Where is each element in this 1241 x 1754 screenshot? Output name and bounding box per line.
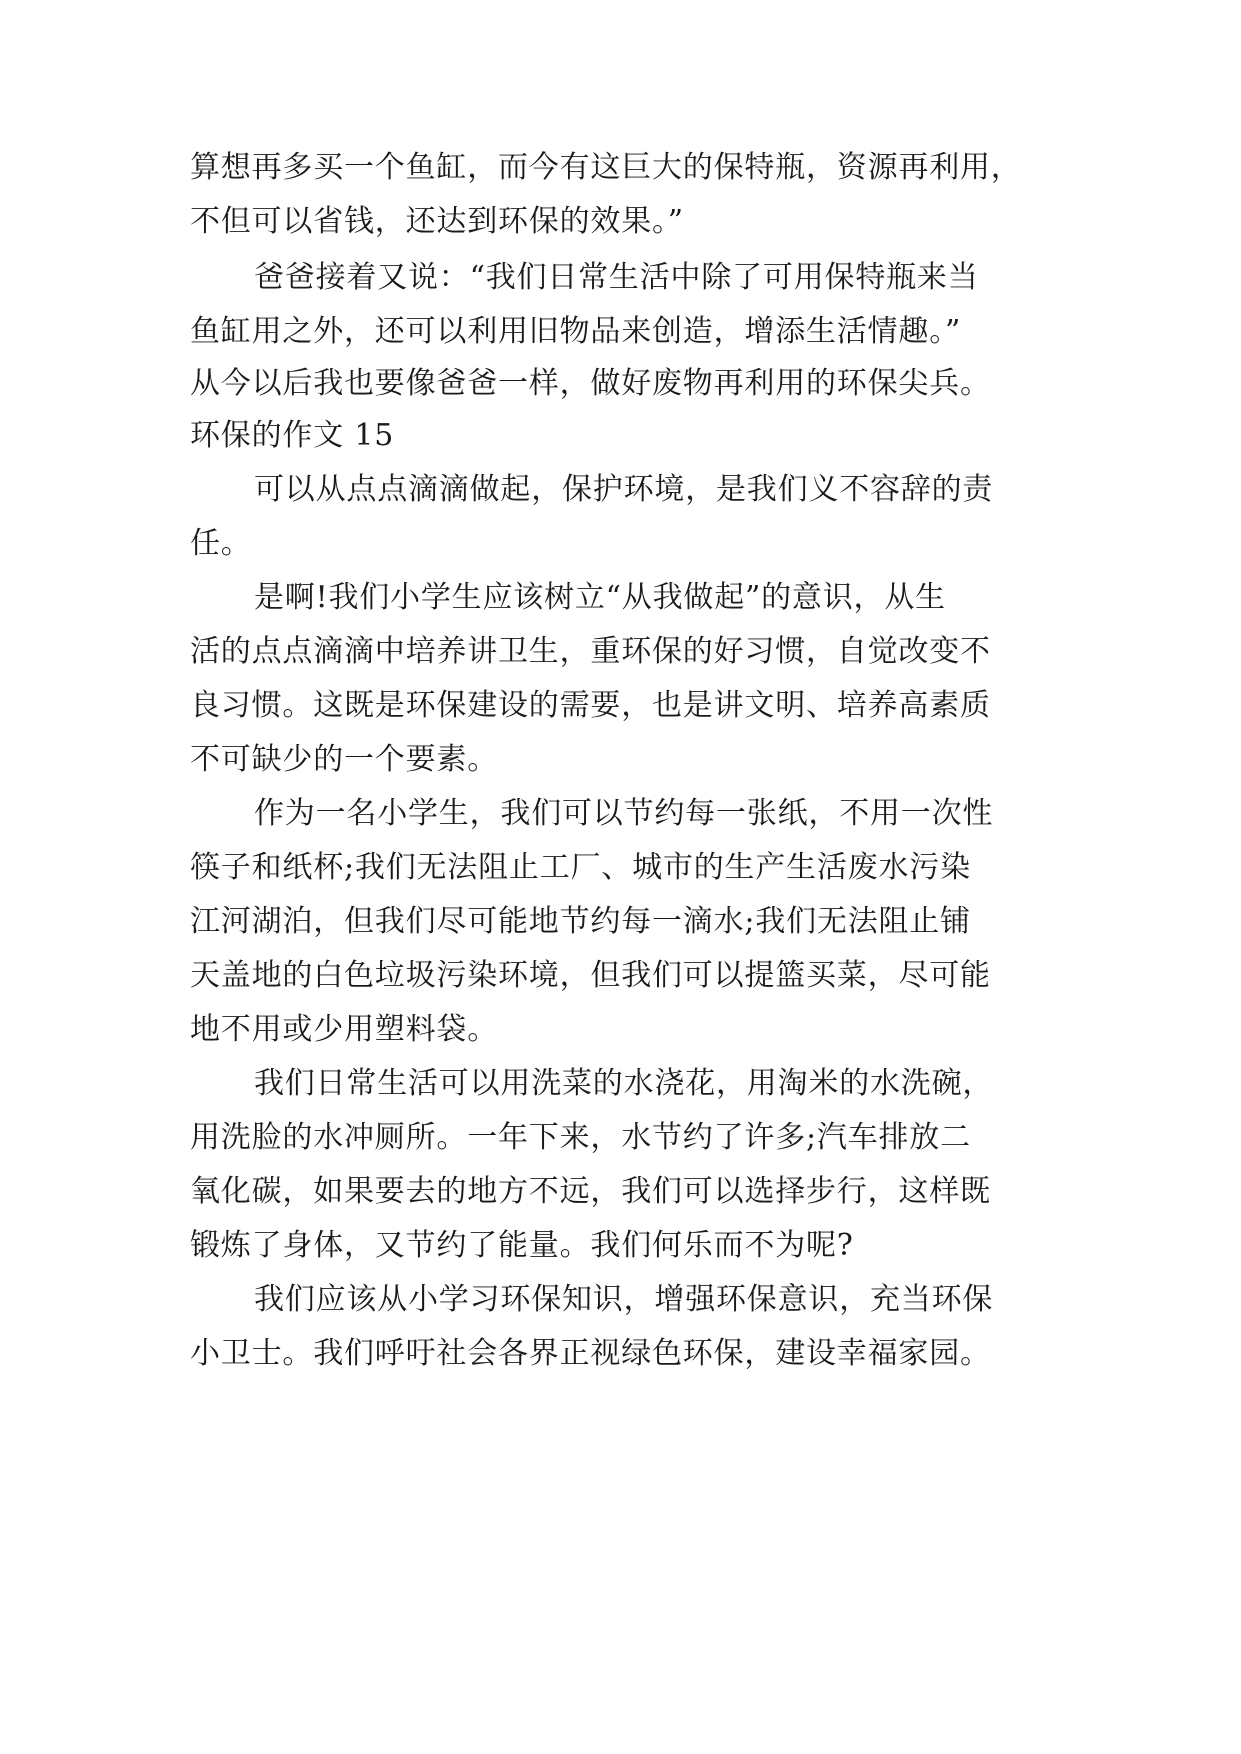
text-line: 任。 — [190, 526, 252, 561]
text-line: 小卫士。我们呼吁社会各界正视绿色环保，建设幸福家园。 — [190, 1336, 991, 1371]
text-line: 地不用或少用塑料袋。 — [190, 1012, 498, 1047]
text-line: 良习惯。这既是环保建设的需要，也是讲文明、培养高素质 — [190, 688, 991, 723]
text-line: 可以从点点滴滴做起，保护环境，是我们义不容辞的责 — [254, 472, 994, 507]
text-line: 江河湖泊，但我们尽可能地节约每一滴水;我们无法阻止铺 — [190, 904, 971, 939]
text-line: 用洗脸的水冲厕所。一年下来，水节约了许多;汽车排放二 — [190, 1120, 971, 1155]
section-heading: 环保的作文 15 — [190, 418, 395, 453]
text-line: 从今以后我也要像爸爸一样，做好废物再利用的环保尖兵。 — [190, 366, 991, 401]
text-line: 鱼缸用之外，还可以利用旧物品来创造，增添生活情趣。” — [190, 314, 962, 349]
text-line: 不但可以省钱，还达到环保的效果。” — [190, 204, 684, 239]
text-line: 天盖地的白色垃圾污染环境，但我们可以提篮买菜，尽可能 — [190, 958, 991, 993]
text-line: 作为一名小学生，我们可以节约每一张纸，不用一次性 — [254, 796, 994, 831]
text-line: 不可缺少的一个要素。 — [190, 742, 498, 777]
text-line: 筷子和纸杯;我们无法阻止工厂、城市的生产生活废水污染 — [190, 850, 971, 885]
text-line: 我们日常生活可以用洗菜的水浇花，用淘米的水洗碗， — [254, 1066, 994, 1101]
text-line: 是啊!我们小学生应该树立“从我做起”的意识，从生 — [254, 580, 946, 615]
text-line: 算想再多买一个鱼缸，而今有这巨大的保特瓶，资源再利用， — [190, 150, 1022, 185]
text-line: 活的点点滴滴中培养讲卫生，重环保的好习惯，自觉改变不 — [190, 634, 991, 669]
text-line: 锻炼了身体，又节约了能量。我们何乐而不为呢? — [190, 1228, 854, 1263]
text-line: 爸爸接着又说：“我们日常生活中除了可用保特瓶来当 — [254, 260, 979, 295]
text-line: 我们应该从小学习环保知识，增强环保意识，充当环保 — [254, 1282, 994, 1317]
text-line: 氧化碳，如果要去的地方不远，我们可以选择步行，这样既 — [190, 1174, 991, 1209]
